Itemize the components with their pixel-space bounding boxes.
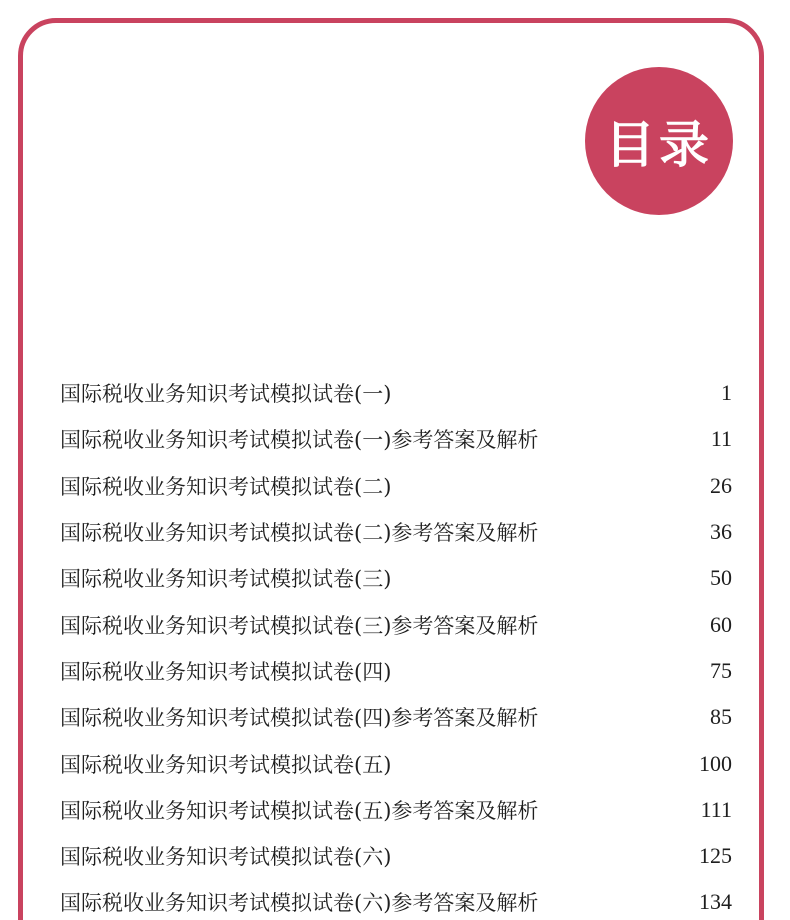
toc-entry-title: 国际税收业务知识考试模拟试卷(四) <box>60 659 392 684</box>
toc-entry[interactable] <box>60 509 732 555</box>
toc-entry-title: 国际税收业务知识考试模拟试卷(五) <box>60 752 392 777</box>
toc-entry-page-number: 100 <box>699 750 732 776</box>
toc-entry-page-number: 125 <box>699 843 732 869</box>
toc-entry[interactable] <box>60 370 732 416</box>
toc-entry[interactable] <box>60 648 732 694</box>
toc-entry-page-number: 60 <box>710 611 732 637</box>
toc-entry-title: 国际税收业务知识考试模拟试卷(六)参考答案及解析 <box>60 891 539 916</box>
toc-entry-title: 国际税收业务知识考试模拟试卷(一) <box>60 382 392 407</box>
toc-entry-page-number: 134 <box>699 889 732 915</box>
toc-entry-page-number: 1 <box>721 380 732 406</box>
toc-entry-page-number: 11 <box>710 426 732 452</box>
toc-entry-title: 国际税收业务知识考试模拟试卷(三) <box>60 567 392 592</box>
toc-entry-page-number: 26 <box>710 472 732 498</box>
toc-entry-page-number: 85 <box>710 704 732 730</box>
toc-entry-title: 国际税收业务知识考试模拟试卷(二)参考答案及解析 <box>60 521 539 546</box>
toc-entry[interactable] <box>60 833 732 879</box>
toc-entry[interactable] <box>60 740 732 786</box>
toc-entry[interactable] <box>60 463 732 509</box>
table-of-contents <box>60 370 732 920</box>
toc-entry[interactable] <box>60 787 732 833</box>
toc-badge <box>585 67 733 215</box>
toc-entry[interactable] <box>60 416 732 462</box>
toc-entry-page-number: 111 <box>700 796 732 822</box>
toc-entry[interactable] <box>60 879 732 920</box>
toc-entry[interactable] <box>60 601 732 647</box>
toc-entry-page-number: 36 <box>710 519 732 545</box>
toc-entry-page-number: 75 <box>710 657 732 683</box>
toc-entry-title: 国际税收业务知识考试模拟试卷(五)参考答案及解析 <box>60 798 539 823</box>
toc-entry-title: 国际税收业务知识考试模拟试卷(一)参考答案及解析 <box>60 428 539 453</box>
toc-entry[interactable] <box>60 555 732 601</box>
toc-entry-title: 国际税收业务知识考试模拟试卷(六) <box>60 845 392 870</box>
toc-entry-page-number: 50 <box>710 565 732 591</box>
toc-entry-title: 国际税收业务知识考试模拟试卷(三)参考答案及解析 <box>60 613 539 638</box>
toc-entry-title: 国际税收业务知识考试模拟试卷(四)参考答案及解析 <box>60 706 539 731</box>
toc-entry-title: 国际税收业务知识考试模拟试卷(二) <box>60 474 392 499</box>
toc-entry[interactable] <box>60 694 732 740</box>
toc-heading: 目录 <box>605 116 713 174</box>
